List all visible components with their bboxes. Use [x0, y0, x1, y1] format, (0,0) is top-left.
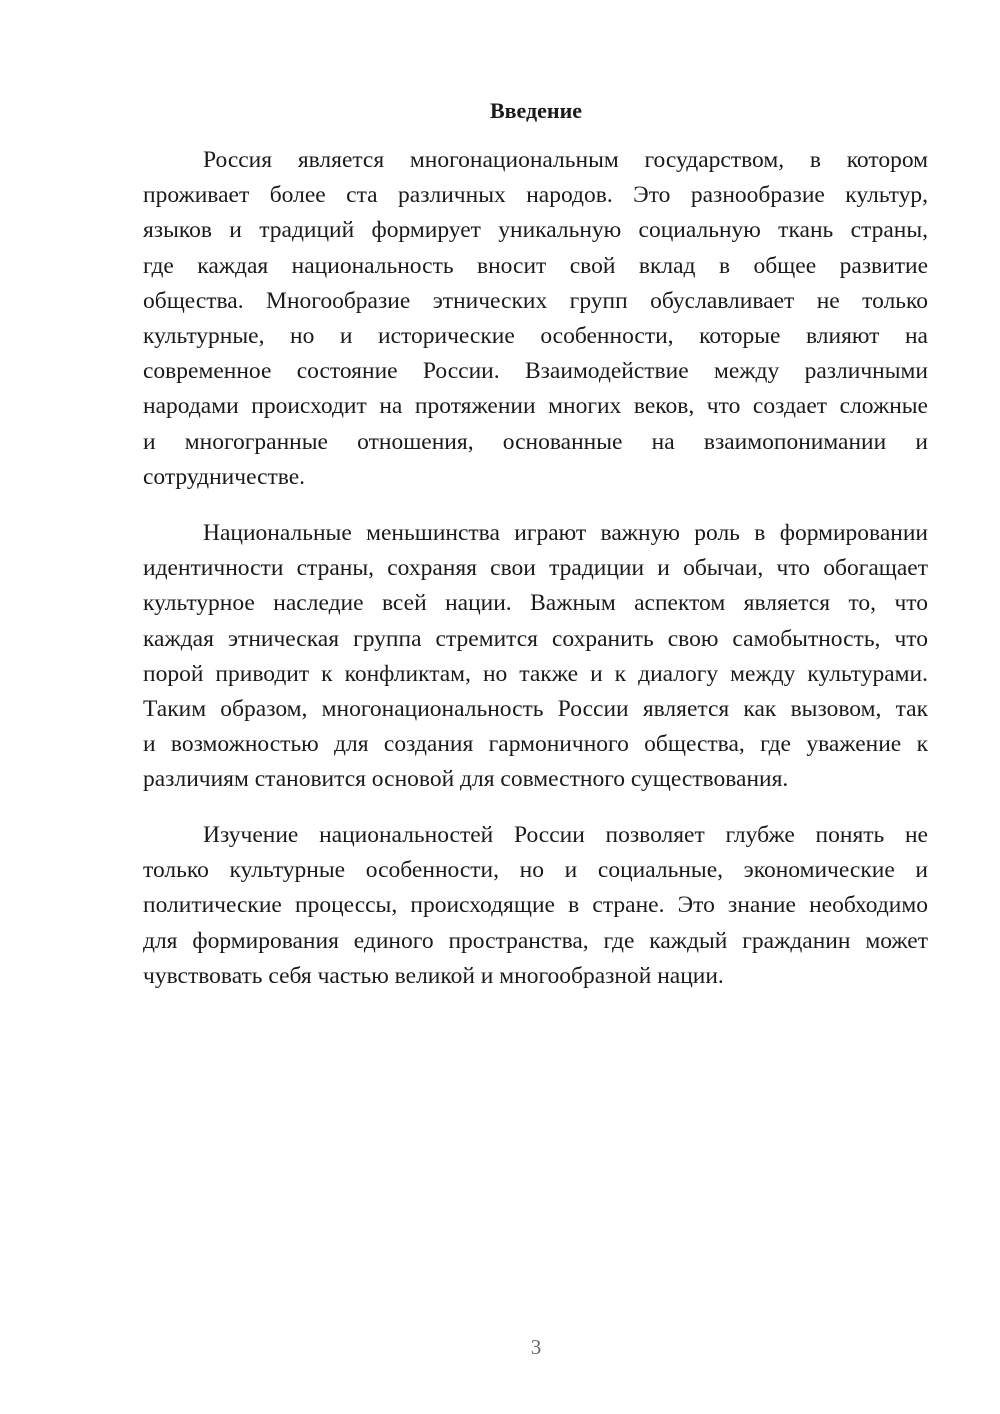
text-line: общества. Многообразие этнических групп обуславливает не только [143, 287, 928, 314]
text-line: Национальные меньшинства играют важную роль в формировании [203, 520, 928, 546]
paragraph-text [143, 143, 928, 495]
text-line: современное состояние России. Взаимодействие между различными [143, 358, 928, 385]
text-line: проживает более ста различных народов. Это разнообразие культур, [143, 182, 928, 209]
text-line: Изучение национальностей России позволяет глубже понять не [203, 822, 928, 848]
text-line: для формирования единого пространства, где каждый гражданин может [143, 927, 928, 954]
text-line: языков и традиций формирует уникальную социальную ткань страны, [143, 217, 928, 244]
paragraph-3 [143, 818, 928, 994]
text-line: и возможностью для создания гармоничного общества, где уважение к [143, 731, 928, 758]
text-line: политические процессы, происходящие в стране. Это знание необходимо [143, 892, 928, 919]
page-number: 3 [530, 1335, 542, 1359]
text-line: порой приводит к конфликтам, но также и к диалогу между культурами. [143, 660, 928, 687]
text-line: только культурные особенности, но и социальные, экономические и [143, 857, 928, 884]
text-line: идентичности страны, сохраняя свои традиции и обычаи, что обогащает [143, 555, 928, 582]
text-line: каждая этническая группа стремится сохранить свою самобытность, что [143, 625, 928, 652]
text-line: культурные, но и исторические особенности, которые влияют на [143, 322, 928, 349]
text-line: чувствовать себя частью великой и многообразной нации. [143, 962, 724, 989]
text-line: где каждая национальность вносит свой вклад в общее развитие [143, 252, 928, 279]
paragraph-text [143, 818, 928, 994]
text-line: различиям становится основой для совместного существования. [143, 766, 789, 793]
text-line: и многогранные отношения, основанные на взаимопонимании и [143, 428, 928, 455]
text-line: народами происходит на протяжении многих веков, что создает сложные [143, 393, 928, 420]
text-line: Таким образом, многонациональность России является как вызовом, так [143, 695, 928, 722]
paragraph-1 [143, 143, 928, 495]
paragraph-text [143, 516, 928, 798]
text-line: Россия является многонациональным государством, в котором [203, 147, 928, 173]
paragraph-2 [143, 516, 928, 798]
text-line: сотрудничестве. [143, 463, 306, 490]
text-line: культурное наследие всей нации. Важным аспектом является то, что [143, 590, 928, 617]
section-heading: Введение [489, 98, 583, 123]
